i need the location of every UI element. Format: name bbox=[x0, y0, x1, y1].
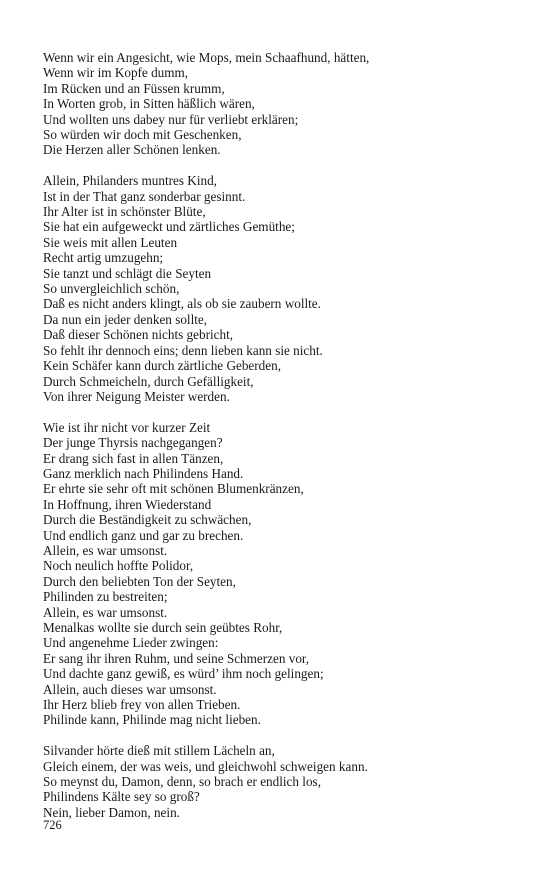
stanza bbox=[43, 420, 533, 728]
verse-line: Recht artig umzugehn; bbox=[43, 250, 164, 266]
verse-line: Philindens Kälte sey so groß? bbox=[43, 789, 200, 805]
stanza bbox=[43, 743, 533, 820]
verse-line: Silvander hörte dieß mit stillem Lächeln an, bbox=[43, 743, 275, 759]
verse-line: In Worten grob, in Sitten häßlich wären, bbox=[43, 96, 255, 112]
verse-line: Kein Schäfer kann durch zärtliche Geberden, bbox=[43, 358, 281, 374]
verse-line: Sie weis mit allen Leuten bbox=[43, 234, 178, 250]
verse-line: Die Herzen aller Schönen lenken. bbox=[43, 142, 221, 158]
verse-line: Daß es nicht anders klingt, als ob sie zaubern wollte. bbox=[43, 296, 321, 312]
verse-line: Der junge Thyrsis nachgegangen? bbox=[43, 435, 223, 451]
verse-line: Und dachte ganz gewiß, es würd’ ihm noch gelingen; bbox=[43, 666, 324, 682]
stanza bbox=[43, 173, 533, 404]
verse-line: Ist in der That ganz sonderbar gesinnt. bbox=[43, 188, 246, 204]
verse-line: Wie ist ihr nicht vor kurzer Zeit bbox=[43, 419, 211, 435]
verse-line: Allein, es war umsonst. bbox=[43, 542, 168, 558]
verse-line: Durch Schmeicheln, durch Gefälligkeit, bbox=[43, 373, 254, 389]
verse-line: Und wollten uns dabey nur für verliebt erklären; bbox=[43, 111, 299, 127]
verse-line: Da nun ein jeder denken sollte, bbox=[43, 311, 208, 327]
verse-line: Philinde kann, Philinde mag nicht lieben. bbox=[43, 712, 261, 728]
verse-line: Ganz merklich nach Philindens Hand. bbox=[43, 465, 244, 481]
verse-line: Sie tanzt und schlägt die Seyten bbox=[43, 265, 212, 281]
verse-line: Wenn wir ein Angesicht, wie Mops, mein Schaafhund, hätten, bbox=[43, 50, 370, 65]
verse-line: In Hoffnung, ihren Wiederstand bbox=[43, 496, 212, 512]
verse-line: So fehlt ihr dennoch eins; denn lieben kann sie nicht. bbox=[43, 342, 323, 358]
verse-line: Im Rücken und an Füssen krumm, bbox=[43, 80, 225, 96]
verse-line: Allein, auch dieses war umsonst. bbox=[43, 681, 217, 697]
verse-line: So würden wir doch mit Geschenken, bbox=[43, 127, 242, 143]
verse-line: Ihr Alter ist in schönster Blüte, bbox=[43, 204, 206, 220]
verse-line: Durch die Beständigkeit zu schwächen, bbox=[43, 512, 252, 528]
verse-line: Philinden zu bestreiten; bbox=[43, 589, 168, 605]
verse-line: Durch den beliebten Ton der Seyten, bbox=[43, 573, 236, 589]
verse-line: Allein, Philanders muntres Kind, bbox=[43, 173, 217, 189]
poem-text bbox=[43, 50, 533, 836]
verse-line: Daß dieser Schönen nichts gebricht, bbox=[43, 327, 234, 343]
verse-line: Allein, es war umsonst. bbox=[43, 604, 168, 620]
stanza bbox=[43, 50, 533, 158]
verse-line: Nein, lieber Damon, nein. bbox=[43, 804, 180, 820]
verse-line: Ihr Herz blieb frey von allen Trieben. bbox=[43, 697, 241, 713]
verse-line: Und angenehme Lieder zwingen: bbox=[43, 635, 219, 651]
verse-line: Und endlich ganz und gar zu brechen. bbox=[43, 527, 244, 543]
verse-line: Er drang sich fast in allen Tänzen, bbox=[43, 450, 224, 466]
page-number: 726 bbox=[43, 818, 62, 832]
verse-line: Er sang ihr ihren Ruhm, und seine Schmerzen vor, bbox=[43, 650, 310, 666]
verse-line: Sie hat ein aufgeweckt und zärtliches Gemüthe; bbox=[43, 219, 295, 235]
verse-line: Er ehrte sie sehr oft mit schönen Blumenkränzen, bbox=[43, 481, 304, 497]
verse-line: Von ihrer Neigung Meister werden. bbox=[43, 388, 230, 404]
verse-line: Wenn wir im Kopfe dumm, bbox=[43, 65, 189, 81]
verse-line: Menalkas wollte sie durch sein geübtes Rohr, bbox=[43, 620, 283, 635]
verse-line: So meynst du, Damon, denn, so brach er endlich los, bbox=[43, 774, 321, 790]
verse-line: Noch neulich hoffte Polidor, bbox=[43, 558, 194, 574]
verse-line: So unvergleichlich schön, bbox=[43, 281, 180, 297]
verse-line: Gleich einem, der was weis, und gleichwohl schweigen kann. bbox=[43, 758, 368, 774]
